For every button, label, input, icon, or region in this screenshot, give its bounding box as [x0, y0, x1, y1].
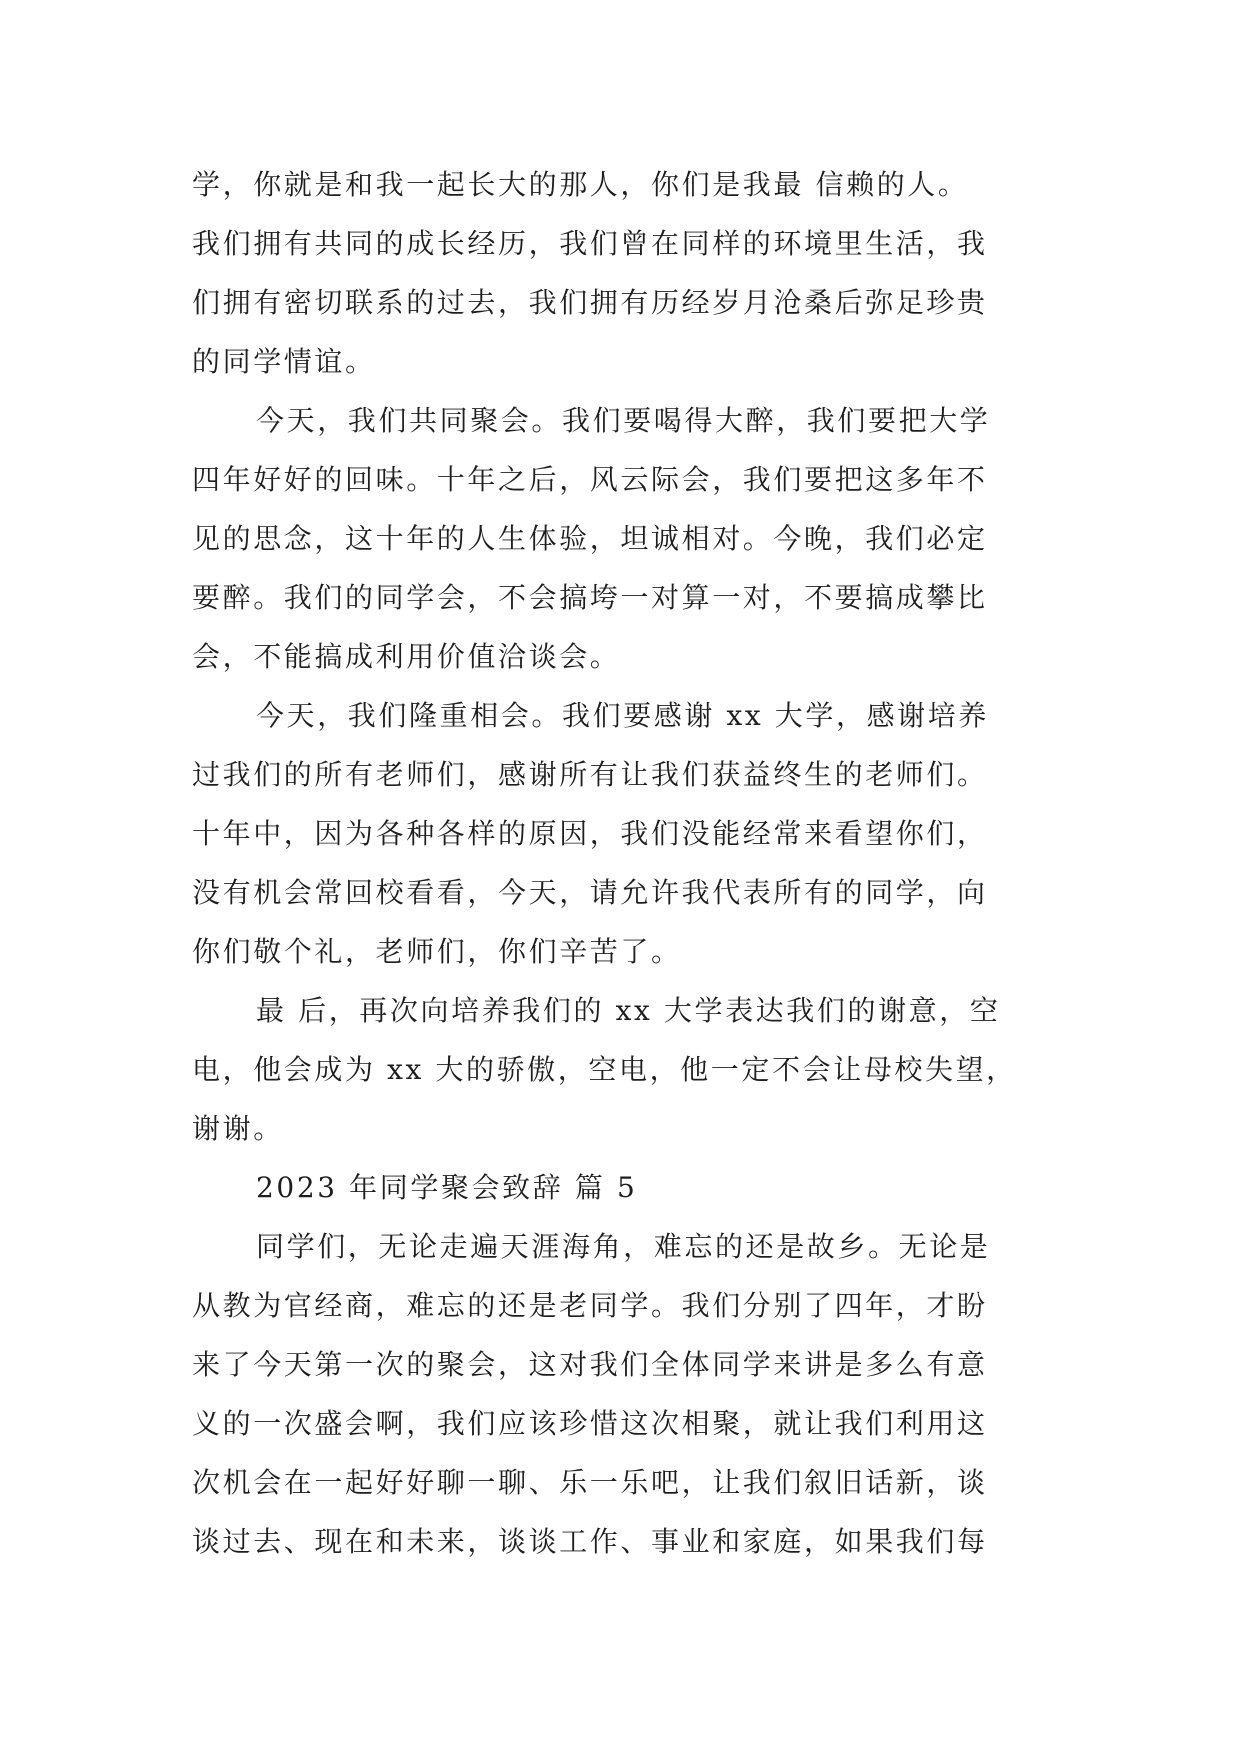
text-line: 从教为官经商，难忘的还是老同学。我们分别了四年，才盼 — [192, 1289, 988, 1322]
text-line: 没有机会常回校看看，今天，请允许我代表所有的同学，向 — [192, 876, 988, 909]
text-line: 的同学情谊。 — [192, 345, 376, 378]
text-line: 次机会在一起好好聊一聊、乐一乐吧，让我们叙旧话新，谈 — [192, 1466, 988, 1499]
text-line: 十年中，因为各种各样的原因，我们没能经常来看望你们， — [192, 817, 988, 850]
text-line: 要醉。我们的同学会，不会搞垮一对算一对，不要搞成攀比 — [192, 581, 988, 614]
text-line: 会，不能搞成利用价值洽谈会。 — [192, 640, 621, 673]
paragraph-start-line: 今天，我们隆重相会。我们要感谢 xx 大学，感谢培养 — [256, 699, 989, 732]
text-line: 学，你就是和我一起长大的那人，你们是我最 信赖的人。 — [192, 168, 969, 201]
text-line: 电，他会成为 xx 大的骄傲，空电，他一定不会让母校失望， — [192, 1053, 1017, 1086]
text-line: 四年好好的回味。十年之后，风云际会，我们要把这多年不 — [192, 463, 988, 496]
document-body — [192, 155, 1052, 1571]
paragraph-start-line: 今天，我们共同聚会。我们要喝得大醉，我们要把大学 — [256, 404, 991, 437]
text-line: 们拥有密切联系的过去，我们拥有历经岁月沧桑后弥足珍贵 — [192, 286, 988, 319]
text-line: 你们敬个礼，老师们，你们辛苦了。 — [192, 935, 682, 968]
paragraph-start-line: 最 后，再次向培养我们的 xx 大学表达我们的谢意，空 — [256, 994, 1001, 1027]
text-line: 谢谢。 — [192, 1112, 284, 1145]
section-heading: 2023 年同学聚会致辞 篇 5 — [256, 1171, 638, 1204]
text-line: 过我们的所有老师们，感谢所有让我们获益终生的老师们。 — [192, 758, 988, 791]
paragraph-start-line: 同学们，无论走遍天涯海角，难忘的还是故乡。无论是 — [256, 1230, 991, 1263]
text-line: 义的一次盛会啊，我们应该珍惜这次相聚，就让我们利用这 — [192, 1407, 988, 1440]
text-line: 我们拥有共同的成长经历，我们曾在同样的环境里生活，我 — [192, 227, 988, 260]
text-line: 来了今天第一次的聚会，这对我们全体同学来讲是多么有意 — [192, 1348, 988, 1381]
text-line: 见的思念，这十年的人生体验，坦诚相对。今晚，我们必定 — [192, 522, 988, 555]
text-line: 谈过去、现在和未来，谈谈工作、事业和家庭，如果我们每 — [192, 1525, 988, 1558]
